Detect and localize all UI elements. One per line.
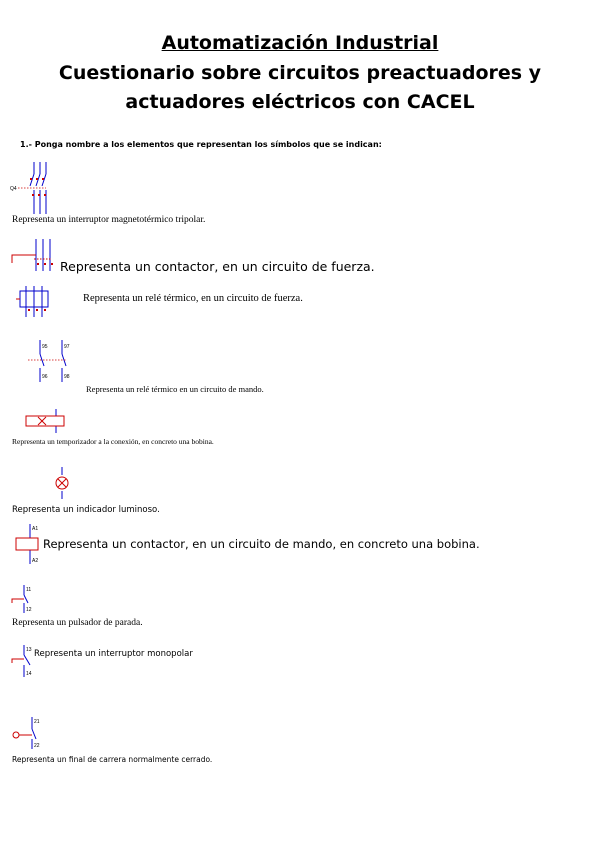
stop-pushbutton-symbol (10, 583, 36, 615)
coil-a1-label: A1 (32, 526, 39, 532)
answer-6: Representa un indicador luminoso. (12, 505, 160, 515)
indicator-light-symbol (50, 465, 74, 501)
thermal-98-label: 98 (64, 374, 70, 380)
answer-1: Representa un interruptor magnetotérmico tripolar. (12, 215, 206, 225)
coil-a2-label: A2 (32, 558, 39, 564)
answer-5: Representa un temporizador a la conexión, en concreto una bobina. (12, 437, 214, 446)
thermal-relay-control-symbol (22, 338, 74, 384)
answer-7: Representa un contactor, en un circuito de mando, en concreto una bobina. (43, 537, 480, 551)
thermal-97-label: 97 (64, 344, 70, 350)
timer-coil-symbol (10, 407, 66, 435)
contactor-coil-symbol (14, 522, 46, 566)
answer-8: Representa un pulsador de parada. (12, 618, 143, 628)
limit-21-label: 21 (34, 719, 40, 725)
breaker-ref-label: Q4 (10, 186, 17, 192)
answer-3: Representa un relé térmico, en un circuito de fuerza. (83, 293, 303, 304)
stop-12-label: 12 (26, 607, 32, 613)
thermal-95-label: 95 (42, 344, 48, 350)
limit-22-label: 22 (34, 743, 40, 749)
answer-2: Representa un contactor, en un circuito de fuerza. (60, 259, 375, 274)
answer-10: Representa un final de carrera normalmente cerrado. (12, 755, 213, 764)
answer-4: Representa un relé térmico en un circuito de mando. (86, 384, 264, 394)
thermal-relay-power-symbol (14, 285, 54, 319)
answer-9: Representa un interruptor monopolar (34, 649, 193, 659)
document-title: Automatización Industrial (161, 32, 439, 54)
question-1: 1.- Ponga nombre a los elementos que representan los símbolos que se indican: (20, 140, 382, 149)
stop-11-label: 11 (26, 587, 32, 593)
magnetothermal-breaker-symbol (10, 160, 54, 216)
document-subtitle-line-2: actuadores eléctricos con CACEL (125, 91, 475, 113)
contactor-power-symbol (10, 237, 60, 273)
document-subtitle-line-1: Cuestionario sobre circuitos preactuadores y (58, 62, 542, 84)
limit-switch-symbol (10, 715, 46, 751)
thermal-96-label: 96 (42, 374, 48, 380)
switch-13-label: 13 (26, 647, 32, 653)
switch-14-label: 14 (26, 671, 32, 677)
